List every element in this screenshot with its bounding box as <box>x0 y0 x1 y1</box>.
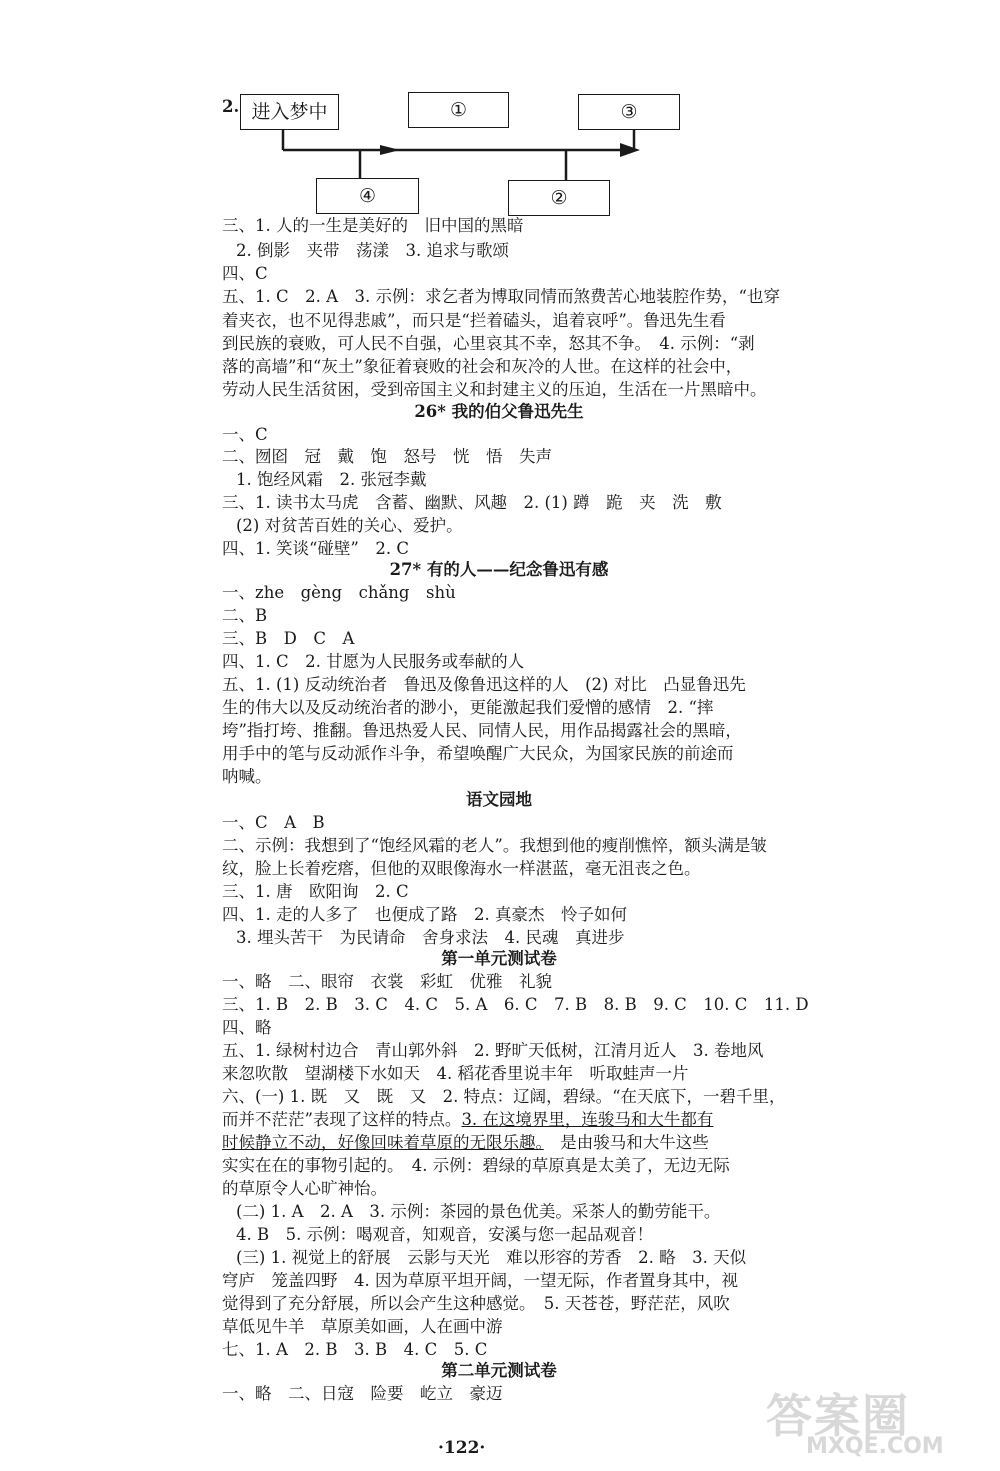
diagram-box-3: ③ <box>578 94 680 130</box>
diagram-box-1: ① <box>408 92 509 128</box>
text-line: 四、略 <box>222 1018 272 1037</box>
section-heading: 语文园地 <box>466 790 532 809</box>
text-line: 呐喊。 <box>222 767 272 786</box>
section-heading: 第一单元测试卷 <box>441 949 557 968</box>
text-line: 二、B <box>222 606 268 625</box>
arrow-head-1 <box>380 145 400 155</box>
text-line: 实实在在的事物引起的。 4. 示例：碧绿的草原真是太美了，无边无际 <box>222 1156 730 1175</box>
text-line: 用手中的笔与反动派作斗争，希望唤醒广大民众，为国家民族的前途而 <box>222 744 734 763</box>
text-line: 五、1. C 2. A 3. 示例：求乞者为博取同情而煞费苦心地装腔作势，“也穿 <box>222 287 780 306</box>
underlined-answer: 时候静立不动，好像回味着草原的无限乐趣。 <box>222 1133 544 1152</box>
text-line: 三、1. 读书太马虎 含蓄、幽默、风趣 2. (1) 蹲 跪 夹 洗 敷 <box>222 493 722 512</box>
diagram-connectors <box>0 0 1000 240</box>
text-line: 3. 埋头苦干 为民请命 舍身求法 4. 民魂 真进步 <box>236 928 625 947</box>
text-line: (2) 对贫苦百姓的关心、爱护。 <box>236 516 463 535</box>
watermark-glyphs: 答案圈 <box>766 1389 910 1443</box>
text-line: 草低见牛羊 草原美如画，人在画中游 <box>222 1317 503 1336</box>
text-line: 垮”指打垮、推翻。鲁迅热爱人民、同情人民，用作品揭露社会的黑暗， <box>222 721 742 740</box>
text-line: 生的伟大以及反动统治者的渺小，更能激起我们爱憎的感情 2. “摔 <box>222 698 714 717</box>
watermark-url: MXQE.COM <box>806 1434 944 1459</box>
text-line: 4. B 5. 示例：喝观音，知观音，安溪与您一起品观音！ <box>236 1225 654 1244</box>
text-line <box>222 1132 709 1154</box>
text-line: 一、C <box>222 425 268 444</box>
text-line: 四、C <box>222 264 268 283</box>
text-line: 三、1. 唐 欧阳询 2. C <box>222 882 409 901</box>
text-line: 三、1. 人的一生是美好的 旧中国的黑暗 <box>222 216 524 235</box>
text-line: (二) 1. A 2. A 3. 示例：茶园的景色优美。采茶人的勤劳能干。 <box>236 1202 721 1221</box>
text-line: 来忽吹散 望湖楼下水如天 4. 稻花香里说丰年 听取蛙声一片 <box>222 1064 689 1083</box>
diagram-box-2: ② <box>508 180 610 216</box>
text-line: 的草原令人心旷神怡。 <box>222 1179 387 1198</box>
section-heading: 27* 有的人——纪念鲁迅有感 <box>389 560 609 579</box>
text-line: 四、1. C 2. 甘愿为人民服务或奉献的人 <box>222 652 525 671</box>
diagram-start-box: 进入梦中 <box>240 94 339 130</box>
text-line: 着夹衣，也不见得悲戚”，而只是“拦着磕头，追着哀呼”。鲁迅先生看 <box>222 311 726 330</box>
text-line: 劳动人民生活贫困，受到帝国主义和封建主义的压迫，生活在一片黑暗中。 <box>222 380 767 399</box>
text-line: (三) 1. 视觉上的舒展 云影与天光 难以形容的芳香 2. 略 3. 天似 <box>236 1248 747 1267</box>
text-line: 穹庐 笼盖四野 4. 因为草原平坦开阔，一望无际，作者置身其中，视 <box>222 1271 738 1290</box>
page-number: ·122· <box>438 1438 486 1458</box>
text-line: 一、zhe gèng chǎng shù <box>222 583 456 602</box>
text-line: 四、1. 走的人多了 也便成了路 2. 真豪杰 怜子如何 <box>222 905 627 924</box>
text-line: 五、1. 绿树村边合 青山郭外斜 2. 野旷天低树，江清月近人 3. 卷地风 <box>222 1041 764 1060</box>
text-line: 六、(一) 1. 既 又 既 又 2. 特点：辽阔，碧绿。“在天底下，一碧千里， <box>222 1087 786 1106</box>
text-line: 落的高墙”和“灰土”象征着衰败的社会和灰冷的人世。在这样的社会中， <box>222 357 743 376</box>
text-line: 三、1. B 2. B 3. C 4. C 5. A 6. C 7. B 8. B 9. C 10. C 11. D <box>222 995 809 1014</box>
text-line: 七、1. A 2. B 3. B 4. C 5. C <box>222 1340 488 1359</box>
text-segment: 是由骏马和大牛这些 <box>560 1133 709 1152</box>
text-line: 纹，脸上长着疙瘩，但他的双眼像海水一样湛蓝，毫无沮丧之色。 <box>222 859 701 878</box>
text-line: 四、1. 笑谈“碰壁” 2. C <box>222 539 409 558</box>
section-heading: 26* 我的伯父鲁迅先生 <box>414 402 584 421</box>
text-line: 三、B D C A <box>222 629 355 648</box>
text-line: 1. 饱经风霜 2. 张冠李戴 <box>236 470 427 489</box>
diagram-box-4: ④ <box>316 178 419 214</box>
text-line: 一、略 二、日寇 险要 屹立 豪迈 <box>222 1384 503 1403</box>
text-line: 一、略 二、眼帘 衣裳 彩虹 优雅 礼貌 <box>222 972 552 991</box>
text-line: 2. 倒影 夹带 荡漾 3. 追求与歌颂 <box>236 241 509 260</box>
arrow-head-2 <box>620 143 640 157</box>
text-line: 二、囫囵 冠 戴 饱 怒号 恍 悟 失声 <box>222 447 552 466</box>
watermark-logo <box>766 1380 990 1466</box>
text-line <box>222 1109 713 1131</box>
text-line: 五、1. (1) 反动统治者 鲁迅及像鲁迅这样的人 (2) 对比 凸显鲁迅先 <box>222 675 746 694</box>
text-segment: 而并不茫茫”表现了这样的特点。 <box>222 1110 462 1129</box>
text-line: 觉得到了充分舒展，所以会产生这种感觉。 5. 天苍苍，野茫茫，风吹 <box>222 1294 730 1313</box>
section-heading: 第二单元测试卷 <box>441 1361 557 1380</box>
underlined-answer: 3. 在这境界里，连骏马和大牛都有 <box>461 1110 714 1129</box>
text-line: 一、C A B <box>222 813 325 832</box>
text-line: 到民族的衰败，可人民不自强，心里哀其不幸，怒其不争。 4. 示例：“剥 <box>222 334 755 353</box>
text-line: 二、示例：我想到了“饱经风霜的老人”。我想到他的瘦削憔悴，额头满是皱 <box>222 836 767 855</box>
question-number: 2. <box>222 97 240 116</box>
